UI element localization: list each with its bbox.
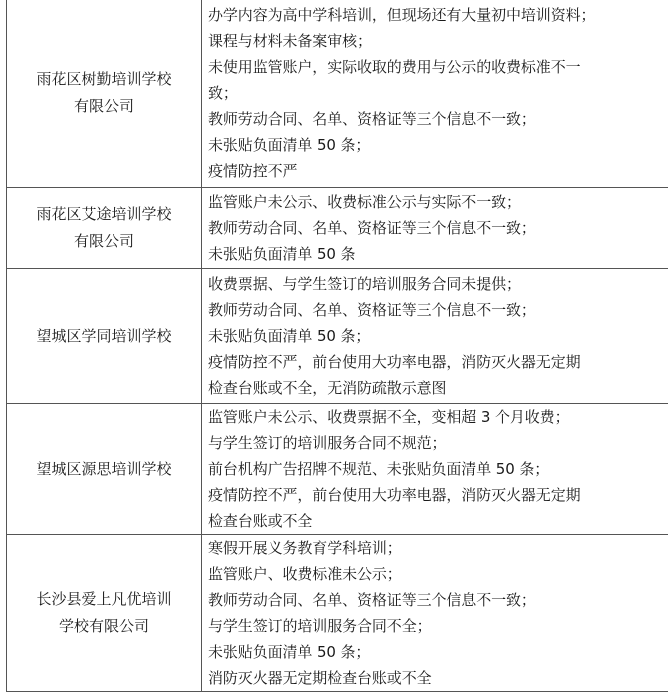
issue-line: 教师劳动合同、名单、资格证等三个信息不一致； [208, 215, 668, 241]
issue-line: 课程与材料未备案审核； [208, 28, 668, 54]
issue-line: 教师劳动合同、名单、资格证等三个信息不一致； [208, 297, 668, 323]
school-name-line: 雨花区艾途培训学校 [7, 201, 201, 228]
school-name-cell [7, 0, 202, 188]
school-name-line: 长沙县爱上凡优培训 [7, 586, 201, 613]
table-row [7, 0, 668, 188]
issues-cell [202, 269, 668, 404]
issue-line: 未张贴负面清单 50 条； [208, 639, 668, 665]
issue-line: 寒假开展义务教育学科培训； [208, 535, 668, 561]
issue-line: 消防灭火器无定期检查台账或不全 [208, 665, 668, 691]
school-name-cell [7, 404, 202, 535]
table-row [7, 404, 668, 535]
table-row [7, 269, 668, 404]
issue-line: 与学生签订的培训服务合同不全； [208, 613, 668, 639]
issues-cell [202, 188, 668, 269]
table-row [7, 188, 668, 269]
issue-line: 疫情防控不严 [208, 158, 668, 184]
issue-line: 教师劳动合同、名单、资格证等三个信息不一致； [208, 106, 668, 132]
issues-cell [202, 404, 668, 535]
issue-line: 致； [208, 80, 668, 106]
school-name-line: 学校有限公司 [7, 613, 201, 640]
issue-line: 检查台账或不全，无消防疏散示意图 [208, 375, 668, 401]
inspection-table [6, 0, 668, 692]
school-name-cell [7, 188, 202, 269]
school-name-line: 雨花区树勤培训学校 [7, 66, 201, 93]
issue-line: 前台机构广告招牌不规范、未张贴负面清单 50 条； [208, 456, 668, 482]
school-name-cell [7, 535, 202, 692]
school-name-line: 有限公司 [7, 228, 201, 255]
issue-line: 监管账户、收费标准未公示； [208, 561, 668, 587]
school-name-line: 望城区源思培训学校 [7, 456, 201, 483]
issue-line: 收费票据、与学生签订的培训服务合同未提供； [208, 271, 668, 297]
issue-line: 与学生签订的培训服务合同不规范； [208, 430, 668, 456]
issue-line: 未使用监管账户，实际收取的费用与公示的收费标准不一 [208, 54, 668, 80]
issue-line: 监管账户未公示、收费票据不全，变相超 3 个月收费； [208, 404, 668, 430]
issues-cell [202, 535, 668, 692]
issue-line: 检查台账或不全 [208, 508, 668, 534]
issue-line: 疫情防控不严，前台使用大功率电器，消防灭火器无定期 [208, 349, 668, 375]
issues-cell [202, 0, 668, 188]
issue-line: 监管账户未公示、收费标准公示与实际不一致； [208, 189, 668, 215]
issue-line: 教师劳动合同、名单、资格证等三个信息不一致； [208, 587, 668, 613]
issue-line: 未张贴负面清单 50 条； [208, 132, 668, 158]
issue-line: 未张贴负面清单 50 条 [208, 241, 668, 267]
issue-line: 疫情防控不严，前台使用大功率电器，消防灭火器无定期 [208, 482, 668, 508]
school-name-line: 有限公司 [7, 93, 201, 120]
school-name-cell [7, 269, 202, 404]
table-row [7, 535, 668, 692]
issue-line: 办学内容为高中学科培训，但现场还有大量初中培训资料； [208, 2, 668, 28]
issue-line: 未张贴负面清单 50 条； [208, 323, 668, 349]
school-name-line: 望城区学同培训学校 [7, 323, 201, 350]
